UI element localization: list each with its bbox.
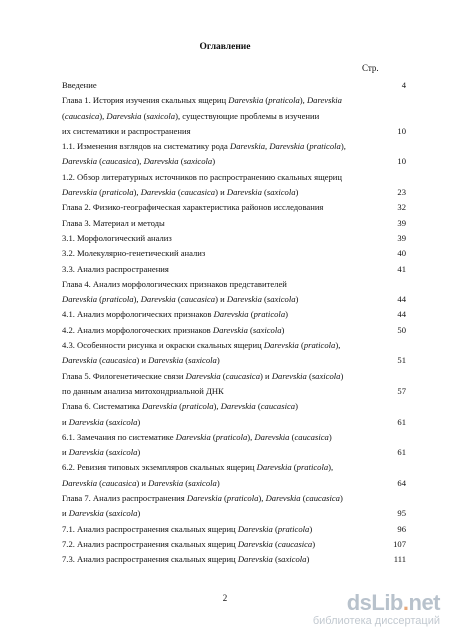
toc-entry xyxy=(62,430,406,461)
toc-entry-line xyxy=(62,170,406,185)
toc-entry-line xyxy=(62,552,406,567)
toc-entry-page: 32 xyxy=(397,202,406,213)
toc-entry-text: Глава 3. Материал и методы xyxy=(62,217,165,228)
toc-entry-text: 4.3. Особенности рисунка и окраски скальных ящериц Darevskia (praticola), xyxy=(62,340,341,351)
watermark-logo-suffix: net xyxy=(408,590,440,615)
toc-entry-line xyxy=(62,323,406,338)
toc-entry-line xyxy=(62,522,406,537)
toc-entry-text: 1.1. Изменения взглядов на систематику рода Darevskia, Darevskia (praticola), xyxy=(62,141,346,152)
toc-entry-line xyxy=(62,124,406,139)
toc-entry-text: 3.1. Морфологический анализ xyxy=(62,232,172,243)
toc-entry-page: 95 xyxy=(397,508,406,519)
toc-entry-line xyxy=(62,430,406,445)
toc-entry-line xyxy=(62,292,406,307)
toc-entry xyxy=(62,139,406,170)
table-of-contents xyxy=(62,78,406,568)
watermark-logo-prefix: dsLib xyxy=(346,590,403,615)
toc-entry xyxy=(62,460,406,491)
toc-entry-text: Глава 2. Физико-географическая характеристика районов исследования xyxy=(62,202,324,213)
toc-entry-line xyxy=(62,338,406,353)
toc-entry-page: 41 xyxy=(397,263,406,274)
toc-entry-text: 3.3. Анализ распространения xyxy=(62,263,169,274)
toc-entry-page: 64 xyxy=(397,477,406,488)
toc-entry-line xyxy=(62,109,406,124)
watermark-subtitle: библиотека диссертаций xyxy=(312,615,440,627)
toc-entry-text: Введение xyxy=(62,80,97,90)
toc-entry-line xyxy=(62,93,406,108)
toc-entry-page: 10 xyxy=(397,156,406,167)
toc-entry-page: 61 xyxy=(397,416,406,427)
toc-entry-text: Darevskia (caucasica) и Darevskia (saxicola) xyxy=(62,477,220,488)
toc-entry-line xyxy=(62,154,406,169)
toc-entry xyxy=(62,369,406,400)
toc-entry-text: 1.2. Обзор литературных источников по распространению скальных ящериц xyxy=(62,171,342,182)
toc-entry-text: и Darevskia (saxicola) xyxy=(62,508,141,519)
toc-entry xyxy=(62,491,406,522)
toc-entry-text: 3.2. Молекулярно-генетический анализ xyxy=(62,248,206,259)
toc-entry-line xyxy=(62,246,406,261)
toc-entry-line xyxy=(62,307,406,322)
toc-entry-text: Darevskia (caucasica), Darevskia (saxicola) xyxy=(62,156,216,167)
toc-entry-line xyxy=(62,262,406,277)
toc-entry-line xyxy=(62,384,406,399)
toc-entry xyxy=(62,277,406,308)
toc-entry-text: Darevskia (caucasica) и Darevskia (saxicola) xyxy=(62,355,220,366)
toc-entry xyxy=(62,93,406,139)
toc-entry-line xyxy=(62,415,406,430)
toc-entry xyxy=(62,246,406,261)
toc-entry-text: 7.2. Анализ распространения скальных ящериц Darevskia (caucasica) xyxy=(62,538,316,549)
toc-entry-text: 4.2. Анализ морфологоческих признаков Darevskia (saxicola) xyxy=(62,324,285,335)
toc-entry-text: Глава 4. Анализ морфологических признаков представителей xyxy=(62,278,287,289)
toc-entry-page: 44 xyxy=(397,294,406,305)
toc-entry xyxy=(62,231,406,246)
toc-entry xyxy=(62,552,406,567)
toc-entry xyxy=(62,200,406,215)
toc-entry xyxy=(62,338,406,369)
toc-entry-line xyxy=(62,399,406,414)
toc-entry-text: Darevskia (praticola), Darevskia (caucasica) и Darevskia (saxicola) xyxy=(62,187,299,198)
toc-entry-line xyxy=(62,277,406,292)
document-title: Оглавление xyxy=(199,42,251,52)
toc-entry-page: 39 xyxy=(397,217,406,228)
toc-entry-line xyxy=(62,78,406,93)
toc-entry-page: 50 xyxy=(397,324,406,335)
toc-entry-page: 4 xyxy=(401,80,406,90)
toc-entry-line xyxy=(62,537,406,552)
toc-entry-text: по данным анализа митохондриальной ДНК xyxy=(62,385,224,396)
toc-entry-text: Глава 5. Филогенетические связи Darevskia (caucasica) и Darevskia (saxicola) xyxy=(62,370,344,381)
toc-entry-line xyxy=(62,200,406,215)
toc-entry xyxy=(62,78,406,93)
toc-entry-line xyxy=(62,491,406,506)
toc-entry-line xyxy=(62,139,406,154)
toc-entry-page: 57 xyxy=(397,385,406,396)
toc-entry-page: 61 xyxy=(397,447,406,458)
toc-entry xyxy=(62,399,406,430)
watermark-logo-text xyxy=(313,592,440,614)
toc-entry xyxy=(62,216,406,231)
toc-entry-text: 6.2. Ревизия типовых экземпляров скальных ящериц Darevskia (praticola), xyxy=(62,462,334,473)
toc-entry-text: их систематики и распространения xyxy=(62,125,191,136)
toc-entry-text: (caucasica), Darevskia (saxicola), существующие проблемы в изучении xyxy=(62,110,320,121)
page-number: 2 xyxy=(222,593,228,603)
toc-entry-page: 40 xyxy=(397,248,406,259)
toc-entry xyxy=(62,522,406,537)
toc-entry-page: 96 xyxy=(397,523,406,534)
toc-entry-page: 51 xyxy=(397,355,406,366)
watermark-logo xyxy=(313,592,440,627)
toc-entry-line xyxy=(62,460,406,475)
toc-entry-line xyxy=(62,185,406,200)
toc-entry-line xyxy=(62,506,406,521)
toc-entry-text: и Darevskia (saxicola) xyxy=(62,447,141,458)
toc-entry xyxy=(62,262,406,277)
toc-entry-line xyxy=(62,369,406,384)
toc-entry-page: 23 xyxy=(397,187,406,198)
toc-entry-text: 4.1. Анализ морфологических признаков Darevskia (praticola) xyxy=(62,309,288,320)
toc-entry-text: Глава 7. Анализ распространения Darevskia (praticola), Darevskia (caucasica) xyxy=(62,493,343,504)
toc-entry-text: 6.1. Замечания по систематике Darevskia (praticola), Darevskia (caucasica) xyxy=(62,431,332,442)
toc-entry-line xyxy=(62,216,406,231)
toc-entry-line xyxy=(62,353,406,368)
toc-entry-text: Darevskia (praticola), Darevskia (caucasica) и Darevskia (saxicola) xyxy=(62,294,299,305)
toc-entry xyxy=(62,170,406,201)
toc-entry-text: и Darevskia (saxicola) xyxy=(62,416,141,427)
toc-entry-page: 10 xyxy=(397,125,406,136)
toc-entry-text: Глава 6. Систематика Darevskia (praticola), Darevskia (caucasica) xyxy=(62,401,298,412)
toc-entry-line xyxy=(62,445,406,460)
toc-entry-line xyxy=(62,231,406,246)
toc-entry-text: Глава 1. История изучения скальных ящериц Darevskia (praticola), Darevskia xyxy=(62,95,342,106)
toc-entry xyxy=(62,537,406,552)
toc-entry xyxy=(62,323,406,338)
toc-entry-page: 44 xyxy=(397,309,406,320)
toc-entry xyxy=(62,307,406,322)
toc-entry-page: 39 xyxy=(397,232,406,243)
toc-entry-text: 7.3. Анализ распространения скальных ящериц Darevskia (saxicola) xyxy=(62,554,310,565)
toc-entry-text: 7.1. Анализ распространения скальных ящериц Darevskia (praticola) xyxy=(62,523,313,534)
toc-entry-line xyxy=(62,476,406,491)
toc-entry-page: 107 xyxy=(393,538,406,549)
page-column-label: Стр. xyxy=(362,63,379,73)
watermark-logo-dot: . xyxy=(402,590,409,615)
toc-entry-page: 111 xyxy=(393,554,406,565)
